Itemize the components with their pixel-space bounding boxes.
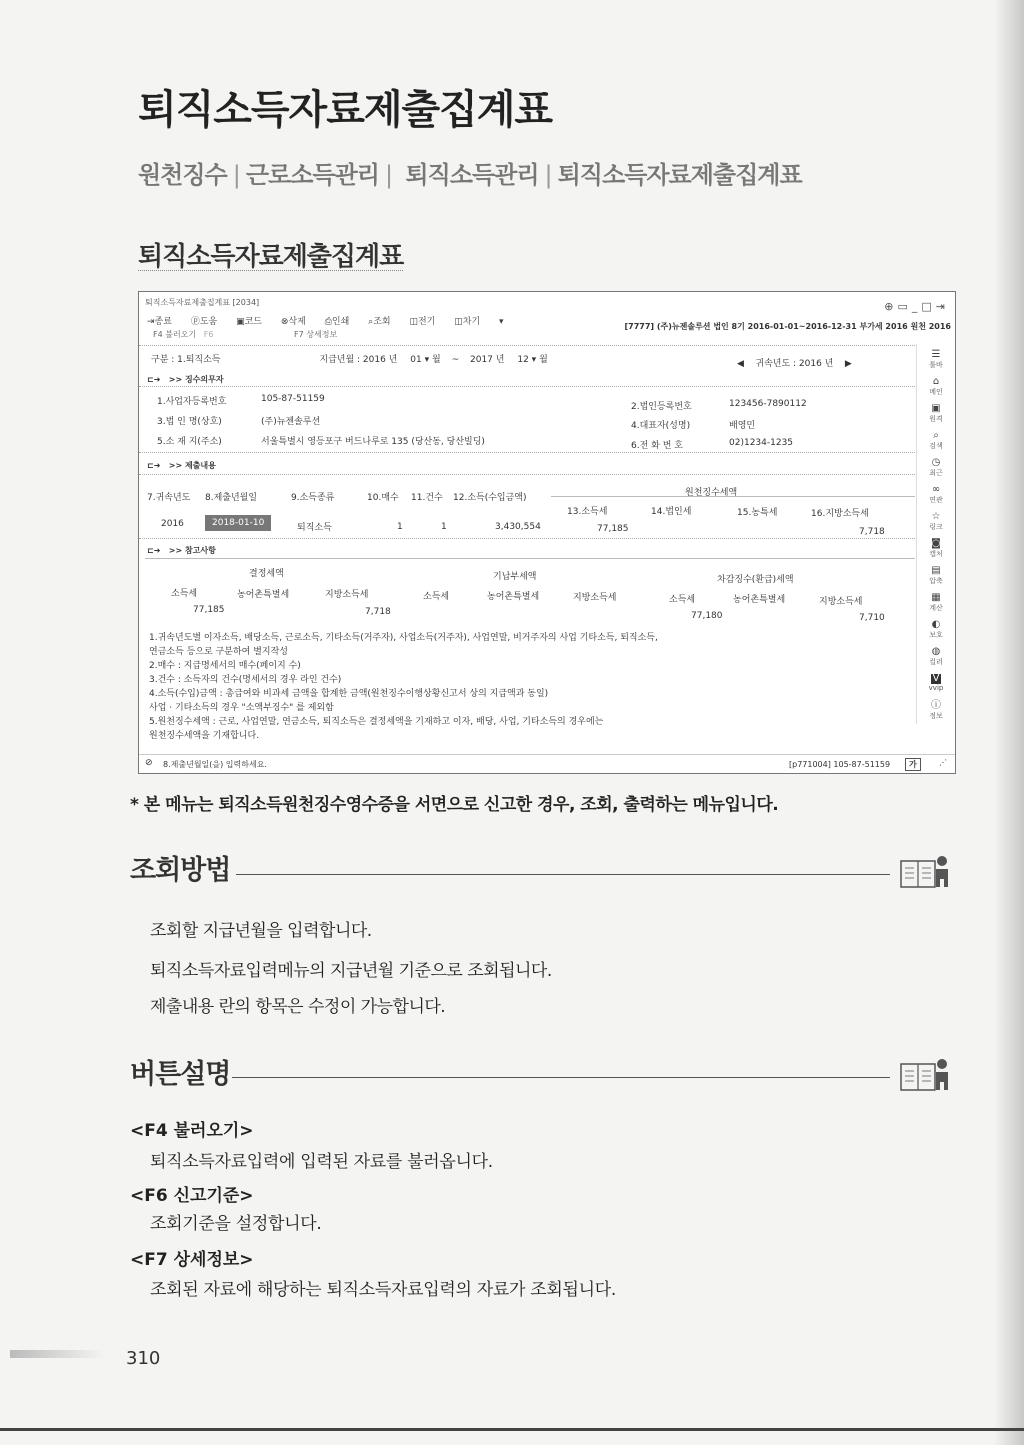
sidebar-protect[interactable]: ◐ 보호 (917, 620, 955, 640)
sidebar-calculator[interactable]: ▦ 계산 (917, 593, 955, 613)
note-line: 3.건수 : 소득자의 건수(명세서의 경우 라인 건수) (149, 675, 342, 685)
sidebar-capture[interactable]: ◙ 캡처 (917, 539, 955, 559)
status-code: [p771004] 105-87-51159 (789, 760, 891, 769)
button-heading: 버튼설명 (130, 1059, 231, 1090)
page-title: 퇴직소득자료제출집계표 (138, 87, 553, 133)
maximize-icon[interactable]: □ (921, 300, 936, 313)
prev-year-icon[interactable]: ◀ (737, 359, 744, 369)
note-line: 4.소득(수입)금액 : 총급여와 비과세 금액을 합계한 금액(원천징수이행상황신고서 상의 지급액과 동일) (149, 689, 549, 699)
toolbar-more-icon[interactable]: ▾ (499, 317, 504, 327)
exit-icon[interactable]: ⇥ (935, 300, 949, 313)
col-rural-tax: 15.농특세 (737, 508, 778, 518)
cell-submit-date[interactable]: 2018-01-10 (205, 515, 271, 531)
menu-footnote: * 본 메뉴는 퇴직소득원천징수영수증을 서면으로 신고한 경우, 조회, 출력하는 메뉴입니다. (130, 795, 779, 815)
info-icon: ⓘ (931, 700, 941, 711)
sidebar-related[interactable]: ∞ 연관 (917, 485, 955, 505)
tilde: ~ (451, 355, 460, 365)
status-message: 8.제출년월일(을) 입력하세요. (163, 760, 267, 769)
col-sheets: 10.매수 (367, 493, 399, 503)
arrow-icon: ⊏➜ (147, 375, 161, 384)
search-icon: ⌕ (933, 430, 939, 441)
cell-income-type[interactable]: 퇴직소득 (297, 523, 332, 533)
col-income-amount: 12.소득(수입금액) (453, 493, 527, 503)
cell-local-tax[interactable]: 7,718 (859, 527, 885, 537)
delete-button[interactable]: ⊗삭제 (280, 317, 306, 327)
company-info: [7777] (주)뉴젠솔루션 법인 8기 2016-01-01~2016-12-31 부가세 2016 원천 2016 (624, 322, 951, 331)
book-reader-icon (900, 1058, 950, 1092)
pay-year-field[interactable]: 지급년월 : 2016 년 (319, 355, 398, 365)
col-year: 7.귀속년도 (147, 493, 191, 503)
section-title: 퇴직소득자료제출집계표 (138, 242, 404, 272)
corp-reg-no-label: 2.법인등록번호 (631, 402, 692, 412)
code-button[interactable]: ▣코드 (236, 317, 262, 327)
home-icon: ⌂ (932, 376, 940, 387)
net-local-tax-head: 지방소득세 (819, 597, 863, 607)
toolbar (147, 314, 512, 327)
sidebar-recent[interactable]: ◷ 최근 (917, 458, 955, 478)
prev-period-button[interactable]: ◫전기 (409, 317, 436, 327)
sidebar-main[interactable]: ⌂ 메인 (917, 377, 955, 397)
cell-sheets[interactable]: 1 (397, 522, 403, 532)
print-button[interactable]: ⎙인쇄 (324, 317, 350, 327)
withholding-group-head: 원천징수세액 (685, 488, 738, 498)
cell-income-amount[interactable]: 3,430,554 (495, 522, 541, 532)
book-reader-icon (900, 855, 950, 889)
next-year-icon[interactable]: ▶ (844, 359, 852, 369)
filter-bar (151, 352, 548, 365)
to-month-select[interactable]: 12 ▾ 월 (517, 355, 548, 365)
net-local-tax: 7,710 (859, 613, 885, 623)
decided-income-tax: 77,185 (193, 605, 225, 615)
lookup-line: 제출내용 란의 항목은 수정이 가능합니다. (150, 997, 446, 1017)
breadcrumb-item: 퇴직소득관리 (405, 161, 539, 189)
note-line: 2.매수 : 지급명세서의 매수(페이지 수) (149, 661, 301, 671)
f6-heading: <F6 신고기준> (130, 1186, 254, 1206)
phone-value[interactable]: 02)1234-1235 (729, 438, 794, 448)
lookup-heading-rule (236, 874, 890, 875)
phone-label: 6.전 화 번 호 (631, 441, 683, 451)
vvip-icon: V (932, 673, 940, 684)
menu-icon: ☰ (931, 349, 941, 360)
col-local-tax: 16.지방소득세 (811, 509, 869, 519)
app-window (138, 291, 956, 774)
page-edge-shadow (994, 0, 1024, 1445)
camera-icon: ◙ (931, 538, 941, 549)
arrow-icon: ⊏➜ (147, 546, 161, 555)
calculator-icon: ▦ (931, 592, 941, 603)
window-controls (884, 300, 949, 313)
net-tax-head: 차감징수(환급)세액 (717, 575, 794, 585)
address-value[interactable]: 서울특별시 영등포구 버드나루로 135 (당산동, 당산빌딩) (261, 437, 485, 447)
sidebar-vvip[interactable]: V vvip (928, 673, 944, 692)
note-line: 원천징수세액을 기재합니다. (149, 731, 260, 741)
f6-description: 조회기준을 설정합니다. (150, 1214, 322, 1234)
archive-icon: ▤ (931, 565, 941, 576)
restore-icon[interactable]: ▭ (897, 300, 912, 313)
f7-description: 조회된 자료에 해당하는 퇴직소득자료입력의 자료가 조회됩니다. (150, 1280, 616, 1300)
f4-heading: <F4 불러오기> (130, 1121, 254, 1141)
net-rural-tax-head: 농어촌특별세 (733, 595, 786, 605)
f4-load-button[interactable]: F4 불러오기 (153, 330, 197, 339)
col-income-tax: 13.소득세 (567, 507, 608, 517)
corp-name-label: 3.법 인 명(상호) (157, 417, 222, 427)
withholder-section-head: ⊏➜ >> 징수의무자 (147, 375, 224, 384)
type-label: 구분 : 1.퇴직소득 (151, 355, 221, 365)
reference-section-head: ⊏➜ >> 참고사항 (147, 546, 216, 555)
resize-grip-icon[interactable]: ⋰ (939, 758, 947, 767)
submission-section-head: ⊏➜ >> 제출내용 (147, 461, 216, 470)
sidebar-compress[interactable]: ▤ 압축 (917, 566, 955, 586)
paid-income-tax-head: 소득세 (423, 592, 450, 602)
breadcrumb: 원천징수 | 근로소득관리 | 퇴직소득관리 | 퇴직소득자료제출집계표 (138, 161, 802, 189)
corp-name-value[interactable]: (주)뉴젠솔루션 (261, 417, 321, 427)
f4-description: 퇴직소득자료입력에 입력된 자료를 불러옵니다. (150, 1152, 493, 1172)
bottom-rule (0, 1428, 1024, 1431)
f6-button[interactable]: F6 (203, 330, 214, 339)
biz-no-value[interactable]: 105-87-51159 (261, 394, 325, 404)
paid-rural-tax-head: 농어촌특별세 (487, 592, 540, 602)
remote-icon: ▣ (931, 403, 941, 414)
quick-sidebar (916, 344, 955, 724)
sidebar-color[interactable]: ◍ 컬러 (917, 647, 955, 667)
section-underline (138, 270, 403, 271)
close-button[interactable]: ⇥종료 (147, 317, 172, 327)
paid-tax-head: 기납부세액 (493, 572, 537, 582)
lookup-line: 조회할 지급년월을 입력합니다. (150, 921, 372, 941)
button-heading-rule (232, 1077, 890, 1078)
net-income-tax: 77,180 (691, 611, 723, 621)
breadcrumb-item: 근로소득관리 (245, 161, 379, 189)
sidebar-remote[interactable]: ▣ 원격 (917, 404, 955, 424)
search-button[interactable]: ⌕조회 (368, 317, 391, 327)
representative-value[interactable]: 배영민 (729, 421, 756, 431)
col-corp-tax: 14.법인세 (651, 507, 692, 517)
biz-no-label: 1.사업자등록번호 (157, 397, 227, 407)
next-period-button[interactable]: ◫차기 (454, 317, 481, 327)
sidebar-search[interactable]: ⌕ 검색 (917, 431, 955, 451)
note-line: 사업 · 기타소득의 경우 "소액부징수" 를 제외함 (149, 703, 334, 713)
status-bar (139, 754, 955, 773)
function-key-hints (153, 329, 337, 340)
decided-income-tax-head: 소득세 (171, 589, 198, 599)
page-number: 310 (126, 1348, 161, 1369)
note-line: 1.귀속년도별 이자소득, 배당소득, 근로소득, 기타소득(거주자), 사업소득(거주자), 사업연말, 비거주자의 사업 기타소득, 퇴직소득, (149, 633, 658, 643)
decided-local-tax-head: 지방소득세 (325, 590, 369, 600)
cell-count[interactable]: 1 (441, 522, 447, 532)
decided-tax-head: 결정세액 (249, 569, 284, 579)
cell-year[interactable]: 2016 (161, 519, 184, 529)
zoom-icon[interactable]: ⊕ (884, 300, 898, 313)
paid-local-tax-head: 지방소득세 (573, 593, 617, 603)
f7-detail-button[interactable]: F7 상세정보 (294, 330, 338, 339)
font-size-button[interactable]: 가 (905, 758, 921, 771)
note-line: 연금소득 등으로 구분하여 별지작성 (149, 647, 288, 657)
breadcrumb-item: 퇴직소득자료제출집계표 (557, 161, 802, 189)
sidebar-info[interactable]: ⓘ 정보 (917, 701, 955, 721)
address-label: 5.소 재 지(주소) (157, 437, 222, 447)
lookup-heading: 조회방법 (130, 855, 231, 886)
page-number-bar (10, 1350, 105, 1358)
corp-reg-no-value[interactable]: 123456-7890112 (729, 399, 807, 409)
link-icon: ∞ (931, 484, 941, 495)
arrow-icon: ⊏➜ (147, 461, 161, 470)
from-month-select[interactable]: 01 ▾ 월 (410, 355, 441, 365)
representative-label: 4.대표자(성명) (631, 421, 691, 431)
minimize-icon[interactable]: _ (911, 300, 922, 313)
year-label: 귀속년도 : 2016 년 (755, 359, 834, 369)
chevron-down-icon: ▾ (424, 355, 430, 365)
breadcrumb-item: 원천징수 (138, 161, 227, 189)
clock-icon: ◷ (931, 457, 941, 468)
decided-rural-tax-head: 농어촌특별세 (237, 590, 290, 600)
sidebar-link[interactable]: ☆ 링크 (917, 512, 955, 532)
col-count: 11.건수 (411, 493, 443, 503)
net-income-tax-head: 소득세 (669, 595, 696, 605)
col-income-type: 9.소득종류 (291, 493, 335, 503)
star-icon: ☆ (931, 511, 941, 522)
col-submit-date: 8.제출년월일 (205, 493, 258, 503)
note-line: 5.원천징수세액 : 근로, 사업연말, 연금소득, 퇴직소득은 결정세액을 기재하고 이자, 배당, 사업, 기타소득의 경우에는 (149, 717, 604, 727)
shield-icon: ◐ (931, 619, 941, 630)
cell-income-tax[interactable]: 77,185 (597, 524, 629, 534)
status-icon: ⊘ (145, 758, 153, 768)
help-button[interactable]: ⓟ도움 (190, 317, 218, 327)
window-title: 퇴직소득자료제출집계표 [2034] (145, 298, 260, 307)
lookup-line: 퇴직소득자료입력메뉴의 지급년월 기준으로 조회됩니다. (150, 961, 552, 981)
chevron-down-icon: ▾ (531, 355, 537, 365)
decided-local-tax: 7,718 (365, 607, 391, 617)
palette-icon: ◍ (931, 646, 941, 657)
f7-heading: <F7 상세정보> (130, 1250, 254, 1270)
to-year-field[interactable]: 2017 년 (470, 355, 505, 365)
year-navigator (737, 356, 852, 369)
sidebar-toolbar[interactable]: ☰ 툴바 (917, 350, 955, 370)
